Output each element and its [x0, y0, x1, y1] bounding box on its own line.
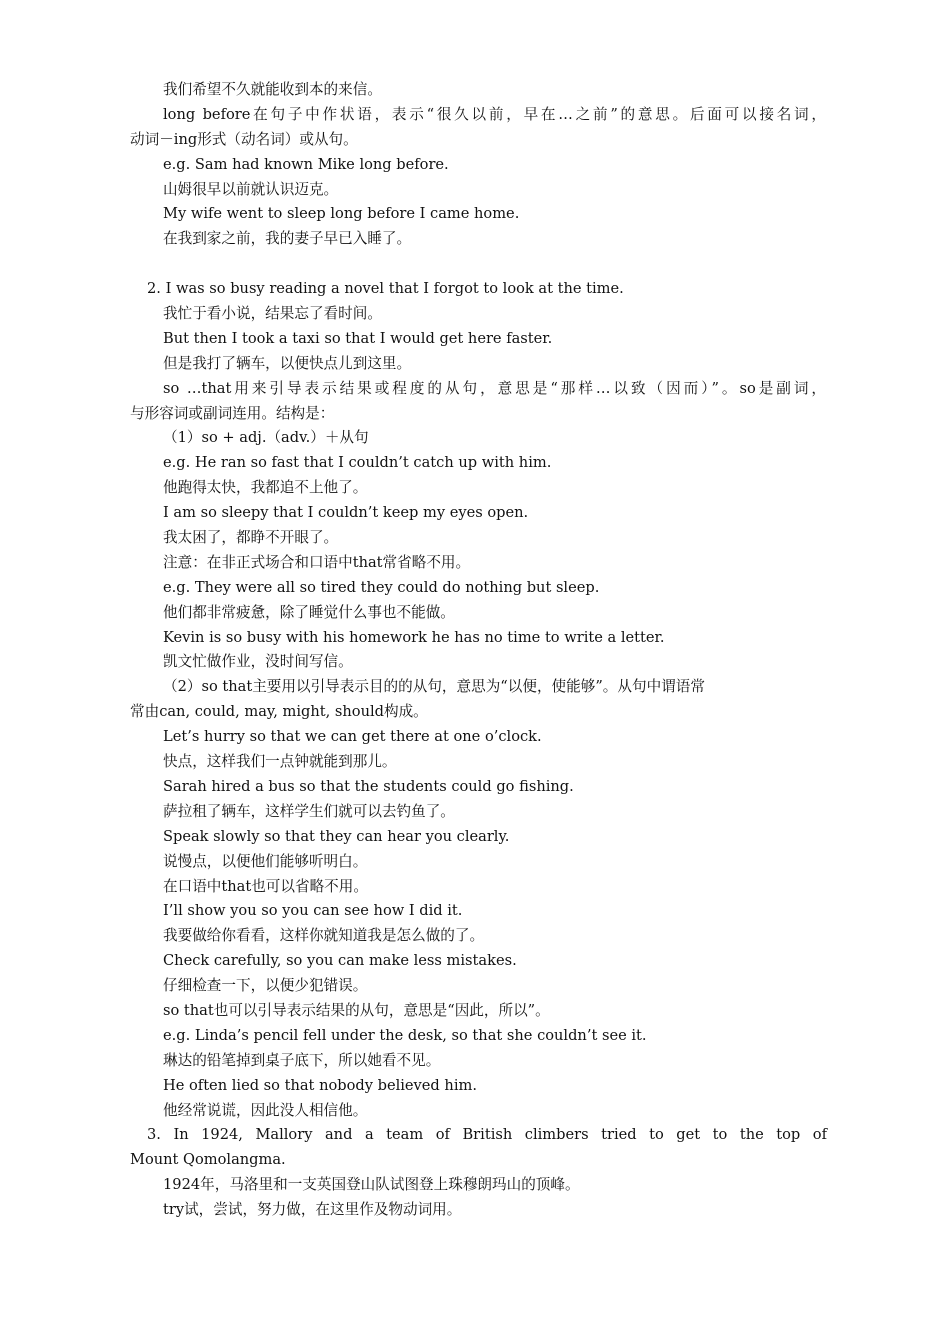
- text-line: 说慢点，以便他们能够听明白。: [163, 852, 368, 870]
- text-line: 我们希望不久就能收到本的来信。: [163, 81, 382, 98]
- text-line: Check carefully, so you can make less mistakes.: [163, 952, 517, 970]
- text-line: 与形容词或副词连用。结构是：: [130, 404, 335, 422]
- text-line: 他经常说谎，因此没人相信他。: [163, 1101, 368, 1119]
- text-line: 我要做给你看看，这样你就知道我是怎么做的了。: [163, 927, 485, 945]
- text-line: 仔细检查一下，以便少犯错误。: [163, 977, 368, 995]
- text-line: so that也可以引导表示结果的从句，意思是“因此，所以”。: [163, 1001, 550, 1019]
- text-line: e.g. Sam had known Mike long before.: [163, 155, 449, 173]
- text-line: （2）so that主要用以引导表示目的的从句，意思为“以便，使能够”。从句中谓语常: [163, 678, 705, 696]
- text-line: [0, 377, 950, 402]
- text-line: My wife went to sleep long before I came home.: [163, 205, 520, 223]
- text-line: 我太困了，都睁不开眼了。: [163, 529, 339, 547]
- text-line: 他跑得太快，我都追不上他了。: [163, 479, 368, 497]
- text-line: （1）so + adj.（adv.）＋从句: [163, 429, 369, 447]
- text-line: try试，尝试，努力做，在这里作及物动词用。: [163, 1201, 462, 1219]
- text-line: [0, 103, 950, 128]
- text-line: I’ll show you so you can see how I did it.: [163, 902, 463, 920]
- text-line: e.g. Linda’s pencil fell under the desk, so that she couldn’t see it.: [163, 1026, 647, 1044]
- text-line: 快点，这样我们一点钟就能到那儿。: [163, 753, 397, 771]
- text-line: 在口语中that也可以省略不用。: [163, 877, 368, 895]
- text-line: [0, 1123, 950, 1148]
- text-line: Kevin is so busy with his homework he has no time to write a letter.: [163, 628, 665, 646]
- line-text: so …that用来引导表示结果或程度的从句，意思是“那样…以致（因而）”。so是副词，: [163, 379, 826, 397]
- text-line: Let’s hurry so that we can get there at one o’clock.: [163, 728, 542, 746]
- text-line: 凯文忙做作业，没时间写信。: [163, 653, 353, 671]
- text-line: 他们都非常疲惫，除了睡觉什么事也不能做。: [163, 603, 455, 621]
- text-line: Mount Qomolangma.: [130, 1151, 286, 1169]
- text-line: 但是我打了辆车，以便快点儿到这里。: [163, 354, 412, 372]
- text-line: Sarah hired a bus so that the students could go fishing.: [163, 777, 574, 795]
- text-line: 琳达的铅笔掉到桌子底下，所以她看不见。: [163, 1051, 441, 1069]
- line-text: long before在句子中作状语，表示“很久以前，早在…之前”的意思。后面可以接名词，: [163, 105, 826, 123]
- text-line: 2. I was so busy reading a novel that I forgot to look at the time.: [147, 280, 624, 298]
- document-page: [0, 78, 950, 1223]
- blank-line: [0, 252, 950, 277]
- text-line: 常由can, could, may, might, should构成。: [130, 703, 428, 721]
- line-text: 3. In 1924, Mallory and a team of British climbers tried to get to the top of: [147, 1126, 827, 1144]
- text-line: But then I took a taxi so that I would get here faster.: [163, 329, 553, 347]
- text-line: 动词－ing形式（动名词）或从句。: [130, 130, 358, 148]
- text-line: e.g. He ran so fast that I couldn’t catch up with him.: [163, 454, 552, 472]
- text-line: 在我到家之前，我的妻子早已入睡了。: [163, 230, 412, 248]
- text-line: e.g. They were all so tired they could do nothing but sleep.: [163, 578, 600, 596]
- text-line: Speak slowly so that they can hear you clearly.: [163, 827, 510, 845]
- text-line: 山姆很早以前就认识迈克。: [163, 180, 339, 198]
- text-line: 注意：在非正式场合和口语中that常省略不用。: [163, 553, 471, 571]
- text-line: 萨拉租了辆车，这样学生们就可以去钓鱼了。: [163, 802, 455, 820]
- text-line: 1924年，马洛里和一支英国登山队试图登上珠穆朗玛山的顶峰。: [163, 1176, 580, 1194]
- text-line: He often lied so that nobody believed him.: [163, 1076, 477, 1094]
- text-line: I am so sleepy that I couldn’t keep my eyes open.: [163, 504, 529, 522]
- text-line: 我忙于看小说，结果忘了看时间。: [163, 305, 382, 323]
